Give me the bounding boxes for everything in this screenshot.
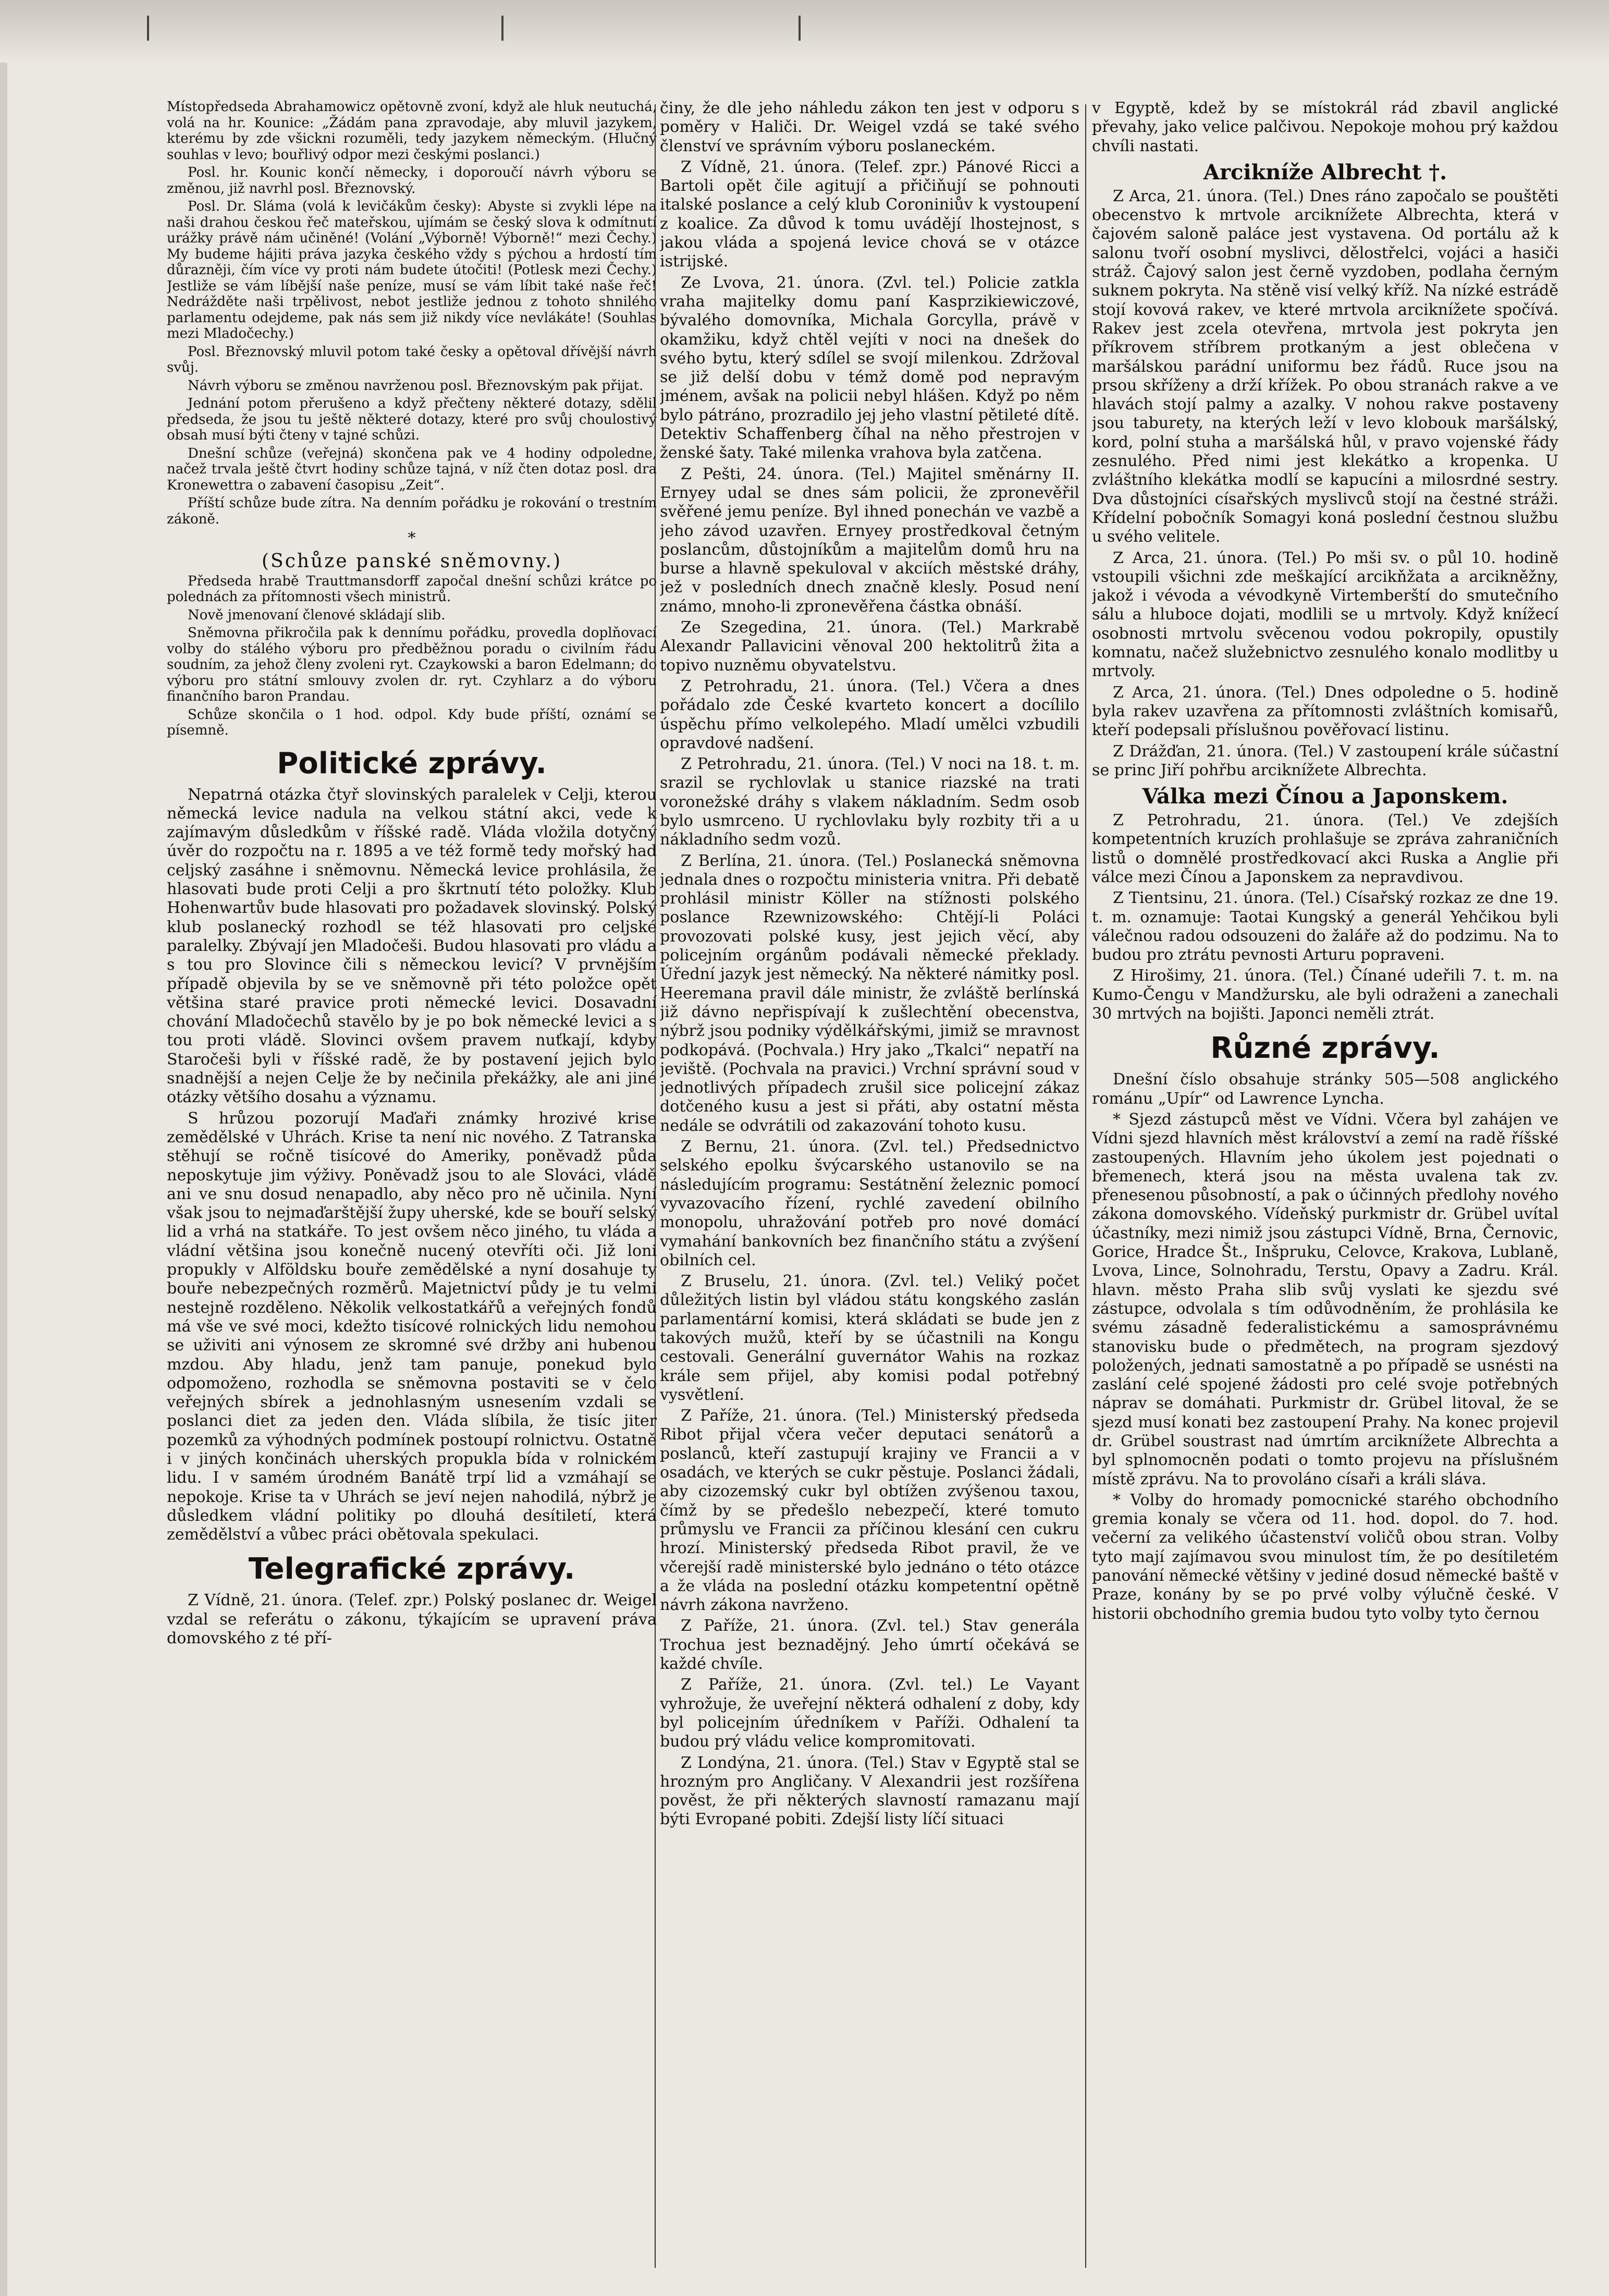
article-paragraph: Nepatrná otázka čtyř slovinských paralelek v Celji, kterou německá levice nadula na velkou státní akci, vede k zajímavým důsledkům v říšské radě. Vláda vložila dotyčný úvěr do rozpočtu na r. 1895 a ve též formě tedy mořský had celjský zasáhne i sněmovnu. Německá levice prohlásila, že hlasovati bude proti Celji a pro škrtnutí této položky. Klub Hohenwartův bude hlasovati pro požadavek slovinský. Polský klub poslanecký rozhodl se též hlasovati pro celjské paralelky. Zbývají jen Mladočeši. Budou hlasovati pro vládu a s tou pro Slovince čili s německou levicí? V prvnějším případě objevila by se ve sněmovně při této položce opět většina staré pravice proti německé levici. Dosavadní chování Mladočechů stavělo by je po bok německé levici a s tou proti vládě. Slovinci ovšem pravem nuťkají, kdyby Staročeši byli v říšské radě, že by postavení jejich bylo snadnější a nejen Celje že by nečinila překážky, ale ani jiné otázky většího dosahu a významu. xyxy=(167,785,657,1107)
article-paragraph: Ze Szegedina, 21. února. (Tel.) Markrabě Alexandr Pallavicini věnoval 200 hektolitrů žita a topivo nuzněmu obyvatelstvu. xyxy=(660,618,1079,675)
scan-mark xyxy=(501,16,503,41)
article-paragraph: Dnešní schůze (veřejná) skončena pak ve 4 hodiny odpoledne, načež trvala ještě čtvrt hodiny schůze tajná, v níž čten dotaz posl. dra Kronewettra o zabavení časopisu „Zeit“. xyxy=(167,445,657,493)
article-paragraph: Z Tientsinu, 21. února. (Tel.) Císařský rozkaz ze dne 19. t. m. oznamuje: Taotai Kungský a generál Yehčikou byli válečnou radou odsouzeni do žaláře až do podzimu. Na to budou pro ztrátu pevnosti Arturu popraveni. xyxy=(1092,889,1558,964)
scan-mark xyxy=(147,16,149,41)
scan-mark xyxy=(799,16,801,41)
article-paragraph: Z Arca, 21. února. (Tel.) Po mši sv. o půl 10. hodině vstoupili všichni zde meškající arcikňžata a arcikněžny, jakož i vévoda a vévodkyně Virtemberští do smutečního sálu a hluboce dojati, modlili se u mrtvoly. Když knížecí osobnosti mrtvolu svěcenou vodou pokropily, opustily komnatu, načež služebnictvo zesnulého konalo modlitby u mrtvoly. xyxy=(1092,548,1558,681)
telegraficke-zpravy-heading: Telegrafické zprávy. xyxy=(248,1552,575,1586)
article-paragraph: Posl. hr. Kounic končí německy, i doporoučí návrh výboru se změnou, již navrhl posl. Březnovský. xyxy=(167,165,657,197)
top-scan-shadow xyxy=(0,0,1609,63)
article-paragraph: Schůze skončila o 1 hod. odpol. Kdy bude příští, oznámí se písemně. xyxy=(167,706,657,739)
article-paragraph: Návrh výboru se změnou navrženou posl. Březnovským pak přijat. xyxy=(188,377,644,394)
albrecht-obituary-heading: Arcikníže Albrecht †. xyxy=(1203,160,1447,185)
article-paragraph: Z Paříže, 21. února. (Tel.) Ministerský předseda Ribot přijal včera večer deputaci senátorů a poslanců, kteří zastupují krajiny ve Francii a v osadách, ve kterých se cukr pěstuje. Poslanci žádali, aby cizozemský cukr byl obtížen zvýšenou taxou, čímž by se předešlo nebezpečí, které tomuto průmyslu ve Francii za příčinou klesání cen cukru hrozí. Ministerský předseda Ribot pravil, že ve včerejší radě ministerské bylo jednáno o této otázce a že vláda na poslední otázku kompetentní opětně návrh zákona navrženo. xyxy=(660,1407,1079,1615)
column-rule xyxy=(1085,104,1086,2268)
article-paragraph: Z Paříže, 21. února. (Zvl. tel.) Stav generála Trochua jest beznadějný. Jeho úmrtí očekává se každé chvíle. xyxy=(660,1617,1079,1674)
herrenhaus-heading: (Schůze panské sněmovny.) xyxy=(261,551,562,572)
article-paragraph: Z Arca, 21. února. (Tel.) Dnes ráno započalo se pouštěti obecenstvo k mrtvole arciknížete Albrechta, která v čajovém saloně paláce jest vystavena. Od portálu až k salonu tvoří osobní myslivci, dělostřelci, vojáci a hasiči stráž. Čajový salon jest černě vyzdoben, podlaha černým suknem pokryta. Na stěně visí velký kříž. Na nízké estrádě stojí kovová rakev, ve které mrtvola arciknížete spočívá. Rakev jest zcela otevřena, mrtvola jest pokryta jen příkrovem stříbrem protkaným a jest oblečena v maršálskou parádní uniformu bez řádů. Ruce jsou na prsou skříženy a drží křížek. Po obou stranách rakve a ve hlavách stojí palmy a azalky. V nohou rakve postaveny jsou taburety, na kterých leží v levo klobouk maršálský, kord, polní stuha a maršálská hůl, v pravo vojenské řády zesnulého. Před nimi jest klekátko a kropenka. U zvláštního klekátka modlí se kapucíni a milosrdné sestry. Dva důstojníci císařských myslivců stojí na čestné stráži. Křídelní pobočník Somagyi koná poslední čestnou službu u svého velitele. xyxy=(1092,187,1558,546)
article-paragraph: Jednání potom přerušeno a když přečteny některé dotazy, sdělil předseda, že jsou tu ještě některé dotazy, které pro svůj choulostivý obsah musí býti čteny v tajné schůzi. xyxy=(167,396,657,443)
article-paragraph: Z Bruselu, 21. února. (Zvl. tel.) Veliký počet důležitých listin byl vládou státu kongského zaslán parlamentární komisi, která skládati se bude jen z takových mužů, kteří by se účastnili na Kongu cestovali. Generální guvernátor Wahis na rozkaz krále sem přijel, aby komisi podal potřebný vysvětlení. xyxy=(660,1272,1079,1404)
article-paragraph: Z Pešti, 24. února. (Tel.) Majitel směnárny II. Ernyey udal se dnes sám policii, že zpronevěřil svěřené jemu peníze. Byl ihned ponechán ve vazbě a jeho závod uzavřen. Ernyey prostředkoval četným poslancům, důstojníkům a majitelům domů hru na burse a hlavně spekuloval v akciích městské dráhy, jež v posledních dnech značně klesly. Posud není známo, mnoho-li zpronevěřena částka obnáší. xyxy=(660,465,1079,616)
article-paragraph: Z Vídně, 21. února. (Telef. zpr.) Polský poslanec dr. Weigel vzdal se referátu o zákonu, týkajícím se upravení práva domovského z té pří- xyxy=(167,1591,657,1648)
article-paragraph: Z Petrohradu, 21. února. (Tel.) Včera a dnes pořádalo zde České kvarteto koncert a docílilo úspěchu přímo velkolepého. Mladí umělci vzbudili opravdové nadšení. xyxy=(660,677,1079,752)
article-paragraph: Posl. Dr. Sláma (volá k levičákům česky): Abyste si zvykli lépe na naši drahou českou řeč mateřskou, ujímám se český slova k odmítnutí urážky právě nám učiněné! (Volání „Výborně! Výborně!“ mezi Čechy.) My budeme hájiti práva jazyka českého vždy s pýchou a hrdostí tím důrazněji, čím více vy proti nám budete útočiti! (Potlesk mezi Čechy.) Jestliže se vám líbější naše peníze, musí se vám líbit také naše řeč! Nedrážděte naši trpělivost, nebot jestliže jednou z tohoto shnilého parlamentu odejdeme, pak nás sem již nikdy více nevlákáte! (Souhlas mezi Mladočechy.) xyxy=(167,199,657,341)
article-paragraph: Ze Lvova, 21. února. (Zvl. tel.) Policie zatkla vraha majitelky domu paní Kasprzikiewiczové, bývalého domovníka, Michala Gorcylla, právě v okamžiku, když chtěl vejíti v noci na dnešek do svého bytu, který sdílel se svojí milenkou. Zdržoval se již delší dobu v témž domě pod nepravým jménem, avšak na policii nebyl hlášen. Když po něm bylo pátráno, prozradilo jej jeho vlastní pětileté dítě. Detektiv Schaffenberg číhal na něho přestrojen v ženské šaty. Také milenka vrahova byla zatčena. xyxy=(660,273,1079,462)
article-paragraph: S hrůzou pozorují Maďaři známky hrozivé krise zemědělské v Uhrách. Krise ta není nic nového. Z Tatranska stěhují se ročně tisícové do Ameriky, poněvadž půda neposkytuje jim výživy. Poněvadž jsou to ale Slováci, vládě ani ve snu dosud nenapadlo, aby něco pro ně učinila. Nyní však jsou to nejmaďarštější župy uherské, kde se bouří selský lid a vrhá na statkáře. To jest ovšem něco jiného, tu vláda a vládní většina jsou konečně nucený otevříti oči. Již loni propukly v Alföldsku bouře zemědělské a nyní dosahuje ty bouře nebezpečných rozměrů. Majetnictví půdy je tu velmi nestejně rozděleno. Několik velkostatkářů a veřejných fondů má vše ve své moci, kdežto tisícové rolnických lidu nemohou se uživiti ani výnosem ze skromné své držby ani hubenou mzdou. Aby hladu, jenž tam panuje, ponekud bylo odpomoženo, rozhodla se sněmovna postaviti se v čelo veřejných sbírek a jednohlasným usnesením vzdali se poslanci diet za jeden den. Vláda slíbila, že tisíc jiter pozemků za výhodných podmínek postoupí rolnictvu. Ostatně i v jiných končinách uherských propukla bída v rolnickém lidu. I v samém úrodném Banátě trpí lid a vzmáhají se nepokoje. Krise ta v Uhrách se jeví nejen nahodilá, nýbrž je důsledkem vládní politiky po dlouhá desítiletí, která zemědělství a vůbec práci obětovala spekulaci. xyxy=(167,1109,657,1544)
column-2 xyxy=(660,99,1079,2273)
article-paragraph: Z Paříže, 21. února. (Zvl. tel.) Le Vayant vyhrožuje, že uveřejní některá odhalení z doby, kdy byl policejním úředníkem v Paříži. Odhalení ta budou prý vládu velice kompromitovati. xyxy=(660,1676,1079,1751)
article-paragraph: Z Petrohradu, 21. února. (Tel.) V noci na 18. t. m. srazil se rychlovlak u stanice riazské na trati voronežské dráhy s vlakem nákladním. Sedm osob bylo usmrceno. U rychlovlaku byly rozbity tři a u nákladního sedm vozů. xyxy=(660,755,1079,849)
ruzne-zpravy-heading: Různé zprávy. xyxy=(1210,1031,1440,1066)
article-paragraph: Z Bernu, 21. února. (Zvl. tel.) Předsednictvo selského epolku švýcarského ustanovilo se na následujícím programu: Sestátnění železnic pomocí vyvazovacího řízení, rychlé zavedení obilního monopolu, uhražování potřeb pro nové domácí vymahání bankovních bez finančního státu a zvýšení obilních cel. xyxy=(660,1138,1079,1269)
column-3 xyxy=(1092,99,1558,2273)
article-paragraph: Dnešní číslo obsahuje stránky 505—508 anglického románu „Upír“ od Lawrence Lyncha. xyxy=(1092,1070,1558,1108)
article-paragraph: Z Londýna, 21. února. (Tel.) Stav v Egyptě stal se hrozným pro Angličany. V Alexandrii jest rozšířena pověst, že při některých slavností ramazanu mají býti Evropané pobiti. Zdejší listy líčí situaci xyxy=(660,1753,1079,1829)
article-paragraph: Z Drážďan, 21. února. (Tel.) V zastoupení krále súčastní se princ Jiří pohřbu arciknížete Albrechta. xyxy=(1092,742,1558,779)
article-paragraph: Z Petrohradu, 21. února. (Tel.) Ve zdejších kompetentních kruzích prohlašuje se zpráva zahraničních listů o domnělé prostředkovací akci Ruska a Anglie při válce mezi Čínou a Japonskem za nepravdivou. xyxy=(1092,811,1558,886)
article-paragraph: Posl. Březnovský mluvil potom také česky a opětoval dřívější návrh svůj. xyxy=(167,344,657,375)
left-scan-edge xyxy=(0,63,7,2296)
star-separator: * xyxy=(408,529,416,547)
column-1 xyxy=(167,99,657,2273)
article-paragraph: Z Vídně, 21. února. (Telef. zpr.) Pánové Ricci a Bartoli opět čile agitují a přičiňují se pohnouti italské poslance a celý klub Coroniniův k vystoupení z koalice. Za důvod k tomu uvádějí lhostejnost, s jakou vláda a spojená levice chová se v otázce istrijské. xyxy=(660,157,1079,271)
war-heading: Válka mezi Čínou a Japonskem. xyxy=(1142,784,1508,809)
article-paragraph: * Sjezd zástupců měst ve Vídni. Včera byl zahájen ve Vídni sjezd hlavních měst království a zemí na radě říšské zastoupených. Hlavním jeho úkolem jest pojednati o břemenech, která jsou na města uvalena tak zv. přenesenou působností, a pak o účinných předlohy nového zákona domovského. Vídeňský purkmistr dr. Grübel uvítal účastníky, mezi nimiž jsou zástupci Vídně, Brna, Černovic, Gorice, Hradce Št., Inšpruku, Celovce, Krakova, Lublaně, Lvova, Lince, Solnohradu, Terstu, Opavy a Zadru. Král. hlavn. město Praha slib svůj vyslati ke sjezdu své zástupce, odvolala s tím odůvodněním, že prohlásila ke svému zásadně federalistickému a samosprávnému stanovisku bude o předmětech, na program sjezdový položených, jednati samostatně a po případě se usnésti na zaslání celé spojené žádosti pro celé svoje potřebných náprav se domáhati. Purkmistr dr. Grübel litoval, že se sjezd musí konati bez zastoupení Prahy. Na konec projevil dr. Grübel soustrast nad úmrtím arciknížete Albrechta a byl splnomocněn podati o tomto projevu na příslušném místě zprávu. Na to provoláno císaři a králi sláva. xyxy=(1092,1110,1558,1488)
article-paragraph: v Egyptě, kdež by se místokrál rád zbavil anglické převahy, jako velice palčivou. Nepokoje mohou prý každou chvíli nastati. xyxy=(1092,99,1558,155)
article-paragraph: Nově jmenovaní členové skládají slib. xyxy=(188,607,446,623)
article-paragraph: * Volby do hromady pomocnické starého obchodního gremia konaly se včera od 11. hod. dopol. do 7. hod. večerní za velikého účastenství voličů obou stran. Volby tyto mají zajímavou svou minulost tím, že po desítiletém panování německé většiny v jediné dosud německé baště v Praze, konány by se po prvé volby výlučně české. V historii obchodního gremia budou tyto volby tyto černou xyxy=(1092,1491,1558,1623)
article-paragraph: Z Berlína, 21. února. (Tel.) Poslanecká sněmovna jednala dnes o rozpočtu ministeria vnitra. Při debatě prohlásil ministr Köller na stížnosti polského poslance Rzewnizowského: Chtějí-li Poláci provozovati polské kusy, jest jejich věcí, aby policejním orgánům podávali německé překlady. Úřední jazyk jest německý. Na některé námitky posl. Heeremana pravil dále ministr, že zvláště berlínská již dávno nepřispívají k zušlechtění obecenstva, nýbrž jsou podniky výdělkářskými, jimiž se mravnost podkopává. (Pochvala.) Hry jako „Tkalci“ nepatří na jeviště. (Pochvala na pravici.) Vrchní správní soud v jednotlivých případech zrušil sice policejní zákaz dotčeného kusu a jest si přáti, aby ostatní města nedále se odvrátili od zakazování tohoto kusu. xyxy=(660,851,1079,1135)
article-paragraph: činy, že dle jeho náhledu zákon ten jest v odporu s poměry v Haliči. Dr. Weigel vzdá se také svého členství ve správním výboru poslaneckém. xyxy=(660,99,1079,155)
politicke-zpravy-heading: Politické zprávy. xyxy=(277,746,547,780)
article-paragraph: Místopředseda Abrahamowicz opětovně zvoní, když ale hluk neutuchá, volá na hr. Kounice: „Žádám pana zpravodaje, aby mluvil jazykem, kterému by zde všickni rozuměli, tedy jazykem německým. (Hlučný souhlas v levo; bouřlivý odpor mezi českými poslanci.) xyxy=(167,99,657,163)
article-paragraph: Předseda hrabě Trauttmansdorff započal dnešní schůzi krátce po polednách za přítomnosti všech ministrů. xyxy=(167,573,657,605)
article-paragraph: Příští schůze bude zítra. Na denním pořádku je rokování o trestním zákoně. xyxy=(167,495,657,527)
article-paragraph: Z Hirošimy, 21. února. (Tel.) Čínané udeřili 7. t. m. na Kumo-Čengu v Mandžursku, ale byli odraženi a zanechali 30 mrtvých na bojišti. Japonci neměli ztrát. xyxy=(1092,967,1558,1023)
article-paragraph: Z Arca, 21. února. (Tel.) Dnes odpoledne o 5. hodině byla rakev uzavřena za přítomnosti zvláštních komisařů, kteří podepsali příslušnou pověřovací listinu. xyxy=(1092,683,1558,740)
article-paragraph: Sněmovna přikročila pak k dennímu pořádku, provedla doplňovací volby do stálého výboru pro předběžnou poradu o civilním řádu soudním, za jehož členy zvoleni ryt. Czaykowski a baron Edelmann; do výboru pro státní smlouvy zvolen dr. ryt. Czyhlarz a do výboru finančního baron Prandau. xyxy=(167,625,657,705)
